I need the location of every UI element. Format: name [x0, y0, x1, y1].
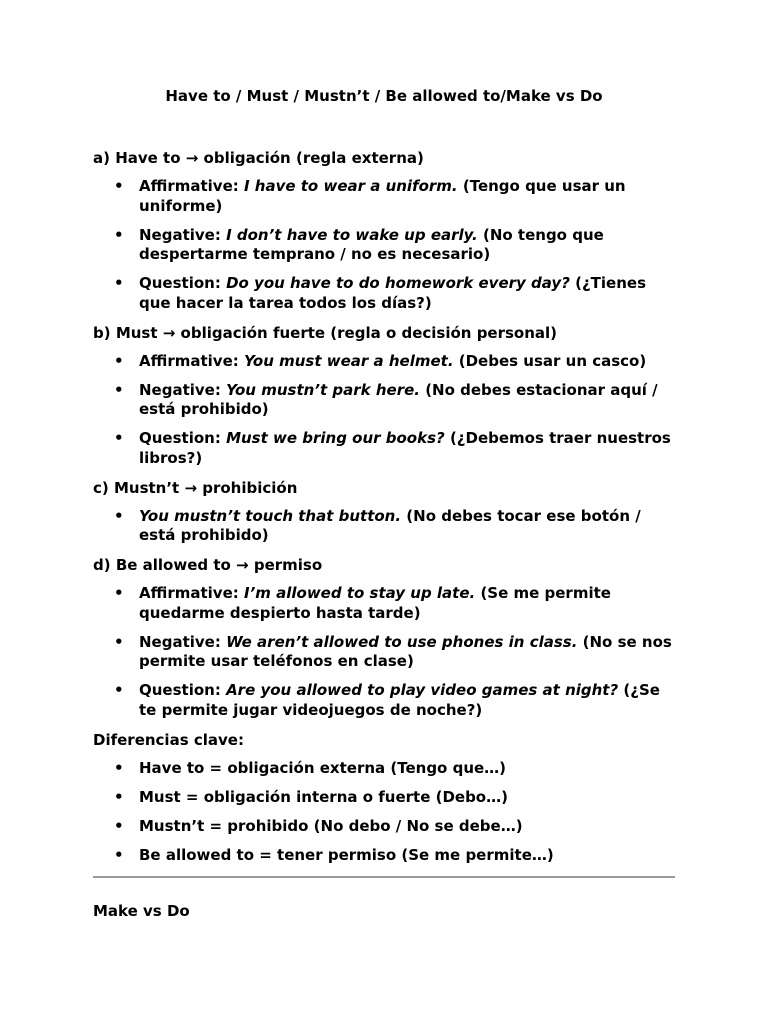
bullet-icon: • [114, 225, 124, 244]
bullet-icon: • [114, 845, 124, 864]
list-item [93, 429, 675, 468]
differences-list [93, 759, 675, 866]
horizontal-divider [93, 876, 675, 878]
item-note: (No debes tocar ese botón / está prohibido) [139, 506, 641, 544]
key-differences-section [93, 730, 675, 866]
bullet-icon: • [114, 380, 124, 399]
bullet-icon: • [114, 177, 124, 195]
item-note: (Debes usar un casco) [453, 351, 647, 370]
item-note: (¿Debemos traer nuestros libros?) [139, 429, 671, 467]
list-item [93, 817, 675, 837]
list-item [93, 226, 675, 265]
section-heading: a) Have to → obligación (regla externa) [93, 149, 424, 167]
example-list [93, 177, 675, 313]
bullet-icon: • [114, 274, 124, 292]
item-example: I don’t have to wake up early. [226, 225, 478, 244]
difference-text: Mustn’t = prohibido (No debo / No se debe…) [139, 816, 523, 835]
item-example: You mustn’t park here. [226, 380, 420, 399]
bullet-icon: • [114, 816, 124, 835]
item-example: I’m allowed to stay up late. [243, 584, 476, 602]
list-item [93, 381, 675, 420]
item-label: Question: [139, 429, 227, 447]
make-vs-do-heading: Make vs Do [93, 902, 190, 920]
bullet-icon: • [114, 351, 124, 370]
bullet-icon: • [114, 506, 124, 525]
item-note: (No debes estacionar aquí / está prohibido) [139, 380, 658, 418]
item-note: (¿Se te permite jugar videojuegos de noche?) [139, 681, 660, 719]
item-example: I have to wear a uniform. [243, 177, 458, 195]
bullet-icon: • [114, 787, 124, 806]
item-label: Question: [139, 274, 227, 292]
item-example: Must we bring our books? [226, 429, 445, 447]
difference-text: Be allowed to = tener permiso (Se me permite…) [139, 845, 554, 864]
item-note: (Se me permite quedarme despierto hasta tarde) [139, 584, 611, 622]
item-label: Negative: [139, 225, 227, 244]
section-heading: b) Must → obligación fuerte (regla o decisión personal) [93, 323, 558, 342]
difference-text: Must = obligación interna o fuerte (Debo…) [139, 787, 508, 806]
list-item [93, 584, 675, 623]
example-list [93, 507, 675, 546]
list-item [93, 759, 675, 779]
list-item [93, 633, 675, 672]
bullet-icon: • [114, 758, 124, 777]
section-heading: Diferencias clave: [93, 730, 244, 749]
item-note: (Tengo que usar un uniforme) [139, 177, 626, 215]
item-note: (No tengo que despertarme temprano / no es necesario) [139, 225, 604, 263]
item-note: (¿Tienes que hacer la tarea todos los días?) [139, 274, 647, 312]
list-item [93, 177, 675, 216]
list-item [93, 507, 675, 546]
item-label: Affirmative: [139, 177, 244, 195]
section-d [93, 555, 675, 720]
section-a [93, 148, 675, 313]
list-item [93, 681, 675, 720]
list-item [93, 274, 675, 313]
example-list [93, 352, 675, 469]
item-note: (No se nos permite usar teléfonos en clase) [139, 632, 672, 670]
bullet-icon: • [114, 632, 124, 651]
section-heading: c) Mustn’t → prohibición [93, 478, 298, 497]
item-example: Are you allowed to play video games at night? [226, 681, 619, 699]
list-item [93, 352, 675, 372]
bullet-icon: • [114, 584, 124, 602]
item-example: You mustn’t touch that button. [139, 506, 402, 525]
list-item [93, 846, 675, 866]
list-item [93, 788, 675, 808]
item-label: Affirmative: [139, 351, 244, 370]
item-label: Negative: [139, 380, 227, 399]
section-heading: d) Be allowed to → permiso [93, 556, 323, 574]
section-c [93, 478, 675, 546]
document-page [93, 86, 675, 921]
section-b [93, 323, 675, 469]
document-title: Have to / Must / Mustn’t / Be allowed to/Make vs Do [165, 87, 603, 105]
item-label: Affirmative: [139, 584, 244, 602]
example-list [93, 584, 675, 720]
bullet-icon: • [114, 429, 124, 447]
item-example: You must wear a helmet. [243, 351, 454, 370]
item-label: Question: [139, 681, 227, 699]
item-example: Do you have to do homework every day? [226, 274, 570, 292]
item-example: We aren’t allowed to use phones in class. [226, 632, 578, 651]
difference-text: Have to = obligación externa (Tengo que…) [139, 758, 507, 777]
item-label: Negative: [139, 632, 227, 651]
bullet-icon: • [114, 681, 124, 699]
